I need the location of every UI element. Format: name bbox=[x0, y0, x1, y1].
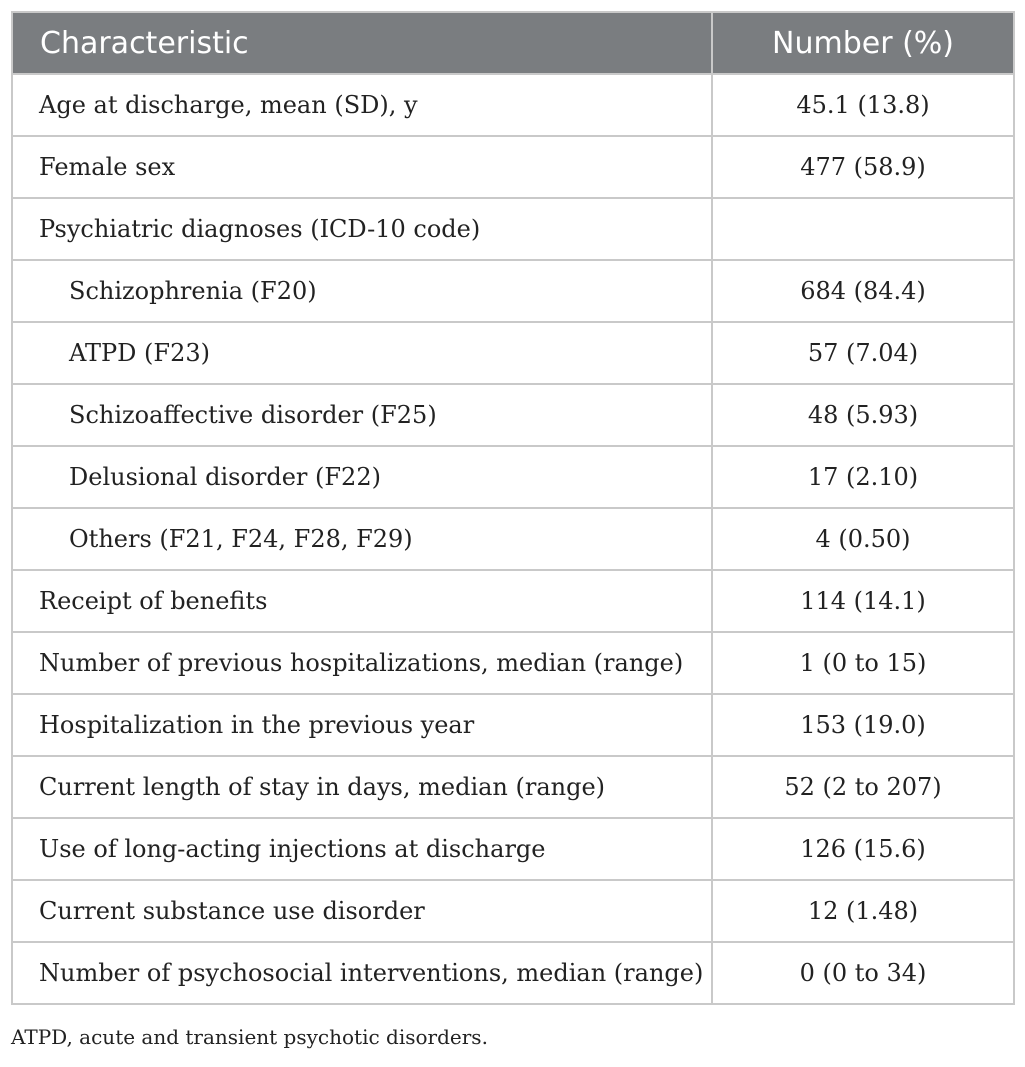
row-label: Current length of stay in days, median (range) bbox=[12, 756, 712, 818]
row-value: 48 (5.93) bbox=[712, 384, 1014, 446]
row-value: 126 (15.6) bbox=[712, 818, 1014, 880]
table-row bbox=[12, 74, 1014, 136]
table-row bbox=[12, 942, 1014, 1004]
table-row bbox=[12, 508, 1014, 570]
row-label: Current substance use disorder bbox=[12, 880, 712, 942]
row-value: 57 (7.04) bbox=[712, 322, 1014, 384]
table-footnote: ATPD, acute and transient psychotic disorders. bbox=[11, 1025, 488, 1049]
row-label: Psychiatric diagnoses (ICD-10 code) bbox=[12, 198, 712, 260]
row-label: ATPD (F23) bbox=[12, 322, 712, 384]
row-value: 1 (0 to 15) bbox=[712, 632, 1014, 694]
table-row bbox=[12, 322, 1014, 384]
row-label: Number of previous hospitalizations, median (range) bbox=[12, 632, 712, 694]
table-row bbox=[12, 880, 1014, 942]
row-value bbox=[712, 198, 1014, 260]
table-row bbox=[12, 756, 1014, 818]
row-label: Schizophrenia (F20) bbox=[12, 260, 712, 322]
row-label: Delusional disorder (F22) bbox=[12, 446, 712, 508]
row-label: Female sex bbox=[12, 136, 712, 198]
table-row bbox=[12, 694, 1014, 756]
row-value: 17 (2.10) bbox=[712, 446, 1014, 508]
row-value: 4 (0.50) bbox=[712, 508, 1014, 570]
row-value: 114 (14.1) bbox=[712, 570, 1014, 632]
table-row bbox=[12, 632, 1014, 694]
table-header-row bbox=[12, 12, 1014, 74]
row-value: 52 (2 to 207) bbox=[712, 756, 1014, 818]
row-label: Receipt of benefits bbox=[12, 570, 712, 632]
row-value: 684 (84.4) bbox=[712, 260, 1014, 322]
table-row bbox=[12, 260, 1014, 322]
row-label: Use of long-acting injections at discharge bbox=[12, 818, 712, 880]
row-label: Age at discharge, mean (SD), y bbox=[12, 74, 712, 136]
row-label: Hospitalization in the previous year bbox=[12, 694, 712, 756]
table-row bbox=[12, 198, 1014, 260]
table-row bbox=[12, 446, 1014, 508]
characteristics-table bbox=[11, 11, 1015, 1005]
header-number-percent: Number (%) bbox=[712, 12, 1014, 74]
table-body bbox=[12, 74, 1014, 1004]
header-characteristic: Characteristic bbox=[12, 12, 712, 74]
table-row bbox=[12, 818, 1014, 880]
row-value: 12 (1.48) bbox=[712, 880, 1014, 942]
table-row bbox=[12, 570, 1014, 632]
row-label: Schizoaffective disorder (F25) bbox=[12, 384, 712, 446]
row-label: Number of psychosocial interventions, median (range) bbox=[12, 942, 712, 1004]
table-row bbox=[12, 136, 1014, 198]
characteristics-table-container bbox=[11, 11, 1013, 1005]
row-value: 153 (19.0) bbox=[712, 694, 1014, 756]
row-value: 0 (0 to 34) bbox=[712, 942, 1014, 1004]
table-row bbox=[12, 384, 1014, 446]
row-value: 477 (58.9) bbox=[712, 136, 1014, 198]
row-label: Others (F21, F24, F28, F29) bbox=[12, 508, 712, 570]
row-value: 45.1 (13.8) bbox=[712, 74, 1014, 136]
